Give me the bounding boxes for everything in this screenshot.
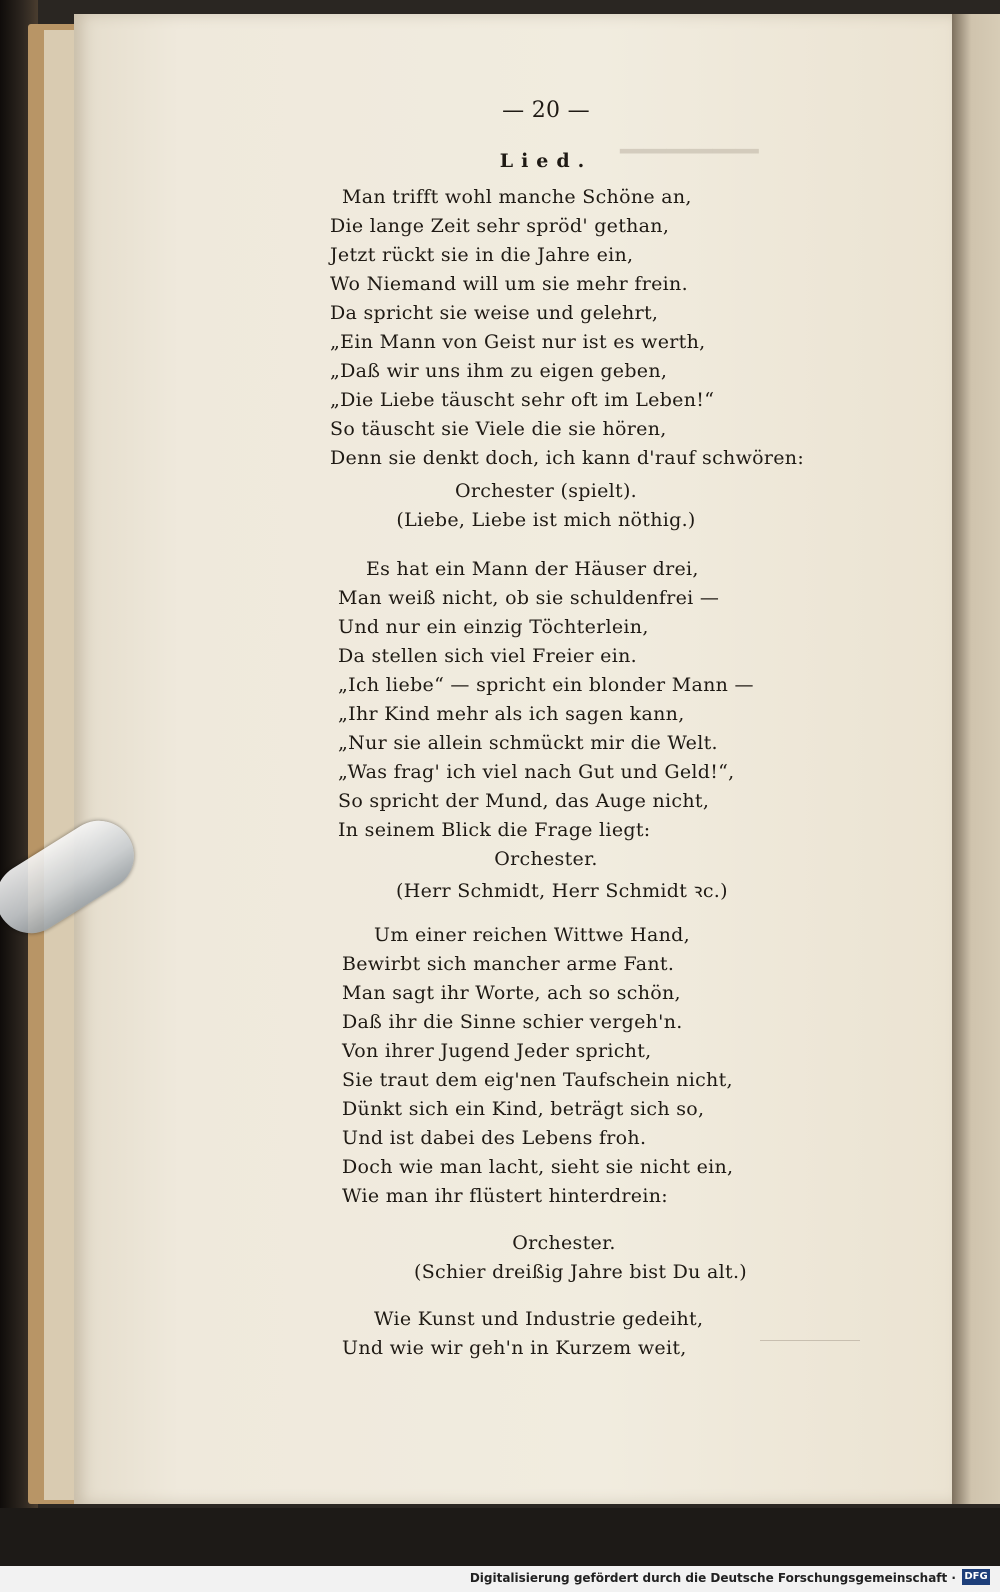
orchestra-cue: Orchester. (494, 848, 598, 870)
bleed-through-shadow: ▔▔▔▔▔▔ (620, 150, 759, 185)
verse-line: „Ein Mann von Geist nur ist es werth, (330, 331, 706, 353)
verse-line: „Ich liebe“ — spricht ein blonder Mann — (338, 674, 754, 696)
verse-line: Man weiß nicht, ob sie schuldenfrei — (338, 587, 720, 609)
orchestra-cue: Orchester. (512, 1232, 616, 1254)
footer-credit: Digitalisierung gefördert durch die Deutsche Forschungsgemeinschaft · (469, 1571, 956, 1585)
verse-line: Und ist dabei des Lebens froh. (342, 1127, 647, 1149)
verse-line: Dünkt sich ein Kind, beträgt sich so, (342, 1098, 705, 1120)
verse-line: Denn sie denkt doch, ich kann d'rauf schwören: (330, 447, 805, 469)
verse-line: „Ihr Kind mehr als ich sagen kann, (338, 703, 685, 725)
verse-line: Die lange Zeit sehr spröd' gethan, (330, 215, 670, 237)
orchestra-cue-tune: (Liebe, Liebe ist mich nöthig.) (396, 509, 696, 531)
verse-line: Und wie wir geh'n in Kurzem weit, (342, 1337, 687, 1359)
verse-line: So spricht der Mund, das Auge nicht, (338, 790, 710, 812)
verse-line: Daß ihr die Sinne schier vergeh'n. (342, 1011, 683, 1033)
verse-line: Wie Kunst und Industrie gedeiht, (374, 1308, 704, 1330)
verse-line: Um einer reichen Wittwe Hand, (374, 924, 690, 946)
verse-line: „Was frag' ich viel nach Gut und Geld!“, (338, 761, 735, 783)
verse-line: Doch wie man lacht, sieht sie nicht ein, (342, 1156, 734, 1178)
verse-line: Wo Niemand will um sie mehr frein. (330, 273, 688, 295)
verse-line: Sie traut dem eig'nen Taufschein nicht, (342, 1069, 733, 1091)
verse-line: So täuscht sie Viele die sie hören, (330, 418, 667, 440)
bleed-through-rule (760, 1340, 860, 1341)
orchestra-cue-tune: (Schier dreißig Jahre bist Du alt.) (414, 1261, 747, 1283)
verse-line: Und nur ein einzig Töchterlein, (338, 616, 649, 638)
verse-line: Man trifft wohl manche Schöne an, (342, 186, 692, 208)
page-number: — 20 — (502, 98, 590, 123)
verse-line: In seinem Blick die Frage liegt: (338, 819, 651, 841)
song-heading: Lied. (499, 150, 593, 172)
verse-line: Man sagt ihr Worte, ach so schön, (342, 982, 681, 1004)
dfg-logo-icon: DFG (962, 1569, 990, 1585)
scan-bottom-strip (0, 1508, 1000, 1566)
verse-line: Bewirbt sich mancher arme Fant. (342, 953, 675, 975)
verse-line: Da spricht sie weise und gelehrt, (330, 302, 659, 324)
verse-line: Da stellen sich viel Freier ein. (338, 645, 637, 667)
verse-line: Jetzt rückt sie in die Jahre ein, (330, 244, 634, 266)
verse-line: Es hat ein Mann der Häuser drei, (366, 558, 699, 580)
facing-page-edge (952, 14, 1000, 1504)
orchestra-cue-tune: (Herr Schmidt, Herr Schmidt ꝛc.) (396, 880, 728, 902)
verse-line: Wie man ihr flüstert hinterdrein: (342, 1185, 668, 1207)
orchestra-cue: Orchester (spielt). (454, 480, 638, 502)
verse-line: „Daß wir uns ihm zu eigen geben, (330, 360, 668, 382)
verse-line: „Die Liebe täuscht sehr oft im Leben!“ (330, 389, 715, 411)
verse-line: „Nur sie allein schmückt mir die Welt. (338, 732, 718, 754)
verse-line: Von ihrer Jugend Jeder spricht, (342, 1040, 652, 1062)
